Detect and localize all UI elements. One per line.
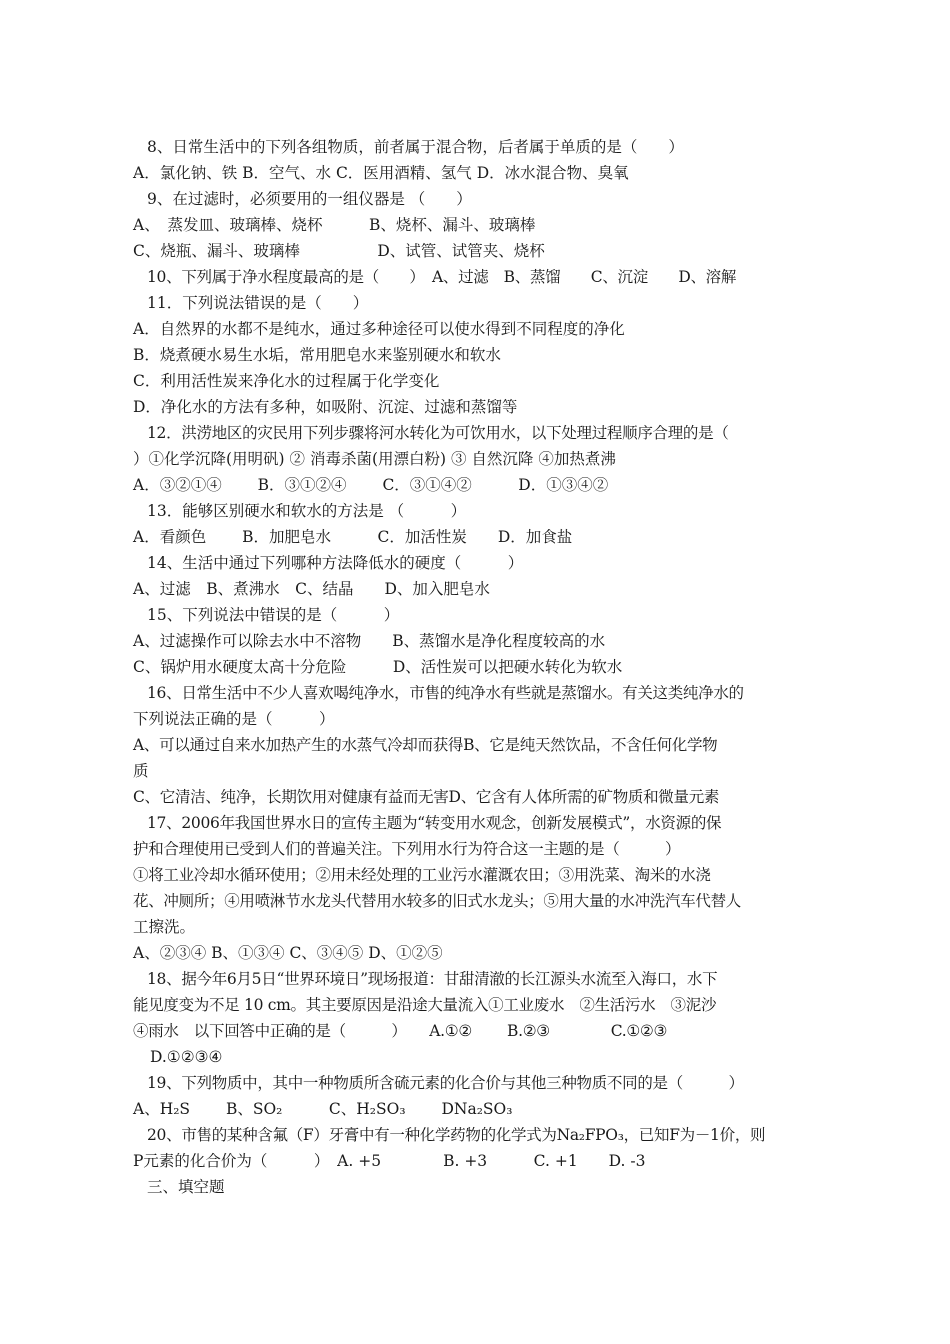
q14-stem: 14、生活中通过下列哪种方法降低水的硬度（ ） (147, 554, 524, 572)
q8-stem: 8、日常生活中的下列各组物质，前者属于混合物，后者属于单质的是（ ） (147, 138, 684, 156)
q17-items-2: 花、冲厕所；④用喷淋节水龙头代替用水较多的旧式水龙头；⑤用大量的水冲洗汽车代替人 (133, 892, 742, 910)
q9-options-cd: C、烧瓶、漏斗、玻璃棒 D、试管、试管夹、烧杯 (133, 242, 545, 260)
q12-stem: 12．洪涝地区的灾民用下列步骤将河水转化为可饮用水，以下处理过程顺序合理的是（ (147, 424, 729, 442)
q13-options: A．看颜色 B．加肥皂水 C．加活性炭 D．加食盐 (133, 528, 573, 546)
q11-option-d: D．净化水的方法有多种，如吸附、沉淀、过滤和蒸馏等 (133, 398, 518, 416)
q11-option-b: B．烧煮硬水易生水垢，常用肥皂水来鉴别硬水和软水 (133, 346, 501, 364)
q17-stem: 17、2006年我国世界水日的宣传主题为“转变用水观念，创新发展模式”，水资源的保 (147, 814, 722, 832)
q15-options-ab: A、过滤操作可以除去水中不溶物 B、蒸馏水是净化程度较高的水 (133, 632, 606, 650)
q15-stem: 15、下列说法中错误的是（ ） (147, 606, 400, 624)
q12-options: A．③②①④ B．③①②④ C．③①④② D．①③④② (133, 476, 609, 494)
q14-options: A、过滤 B、煮沸水 C、结晶 D、加入肥皂水 (133, 580, 490, 598)
q17-items-3: 工擦洗。 (133, 918, 196, 936)
q12-steps: ）①化学沉降(用明矾) ② 消毒杀菌(用漂白粉) ③ 自然沉降 ④加热煮沸 (133, 450, 616, 468)
q20-stem: 20、市售的某种含氟（F）牙膏中有一种化学药物的化学式为Na₂FPO₃，已知F为－1价，则 (147, 1126, 766, 1144)
q16-options-ab: A、可以通过自来水加热产生的水蒸气冷却而获得B、它是纯天然饮品，不含任何化学物 (133, 736, 718, 754)
q16-options-ab-cont: 质 (133, 762, 149, 780)
q10-stem: 10、下列属于净水程度最高的是（ ） A、过滤 B、蒸馏 C、沉淀 D、溶解 (147, 268, 737, 286)
q16-options-cd: C、它清洁、纯净，长期饮用对健康有益而无害D、它含有人体所需的矿物质和微量元素 (133, 788, 720, 806)
q15-options-cd: C、锅炉用水硬度太高十分危险 D、活性炭可以把硬水转化为软水 (133, 658, 623, 676)
q18-stem-cont: 能见度变为不足 10 cm。其主要原因是沿途大量流入①工业废水 ②生活污水 ③泥沙 (133, 996, 717, 1014)
q16-stem-cont: 下列说法正确的是（ ） (133, 710, 335, 728)
q11-option-a: A．自然界的水都不是纯水，通过多种途径可以使水得到不同程度的净化 (133, 320, 625, 338)
q13-stem: 13．能够区别硬水和软水的方法是 （ ） (147, 502, 467, 520)
q19-options: A、H₂S B、SO₂ C、H₂SO₃ DNa₂SO₃ (133, 1100, 513, 1118)
q9-options-ab: A、 蒸发皿、玻璃棒、烧杯 B、烧杯、漏斗、玻璃棒 (133, 216, 536, 234)
q18-stem: 18、据今年6月5日“世界环境日”现场报道：甘甜清澈的长江源头水流至入海口，水下 (147, 970, 718, 988)
q18-option-d: D.①②③④ (150, 1048, 223, 1066)
q20-options: P元素的化合价为（ ） A. +5 B. +3 C. +1 D. -3 (133, 1152, 646, 1170)
q8-options: A．氯化钠、铁 B．空气、水 C．医用酒精、氢气 D．冰水混合物、臭氧 (133, 164, 629, 182)
q11-stem: 11．下列说法错误的是（ ） (147, 294, 369, 312)
q19-stem: 19、下列物质中，其中一种物质所含硫元素的化合价与其他三种物质不同的是（ ） (147, 1074, 744, 1092)
q11-option-c: C．利用活性炭来净化水的过程属于化学变化 (133, 372, 440, 390)
q16-stem: 16、日常生活中不少人喜欢喝纯净水，市售的纯净水有些就是蒸馏水。有关这类纯净水的 (147, 684, 744, 702)
q17-stem-cont: 护和合理使用已受到人们的普遍关注。下列用水行为符合这一主题的是（ ） (133, 840, 681, 858)
q18-options: ④雨水 以下回答中正确的是（ ） A.①② B.②③ C.①②③ (133, 1022, 668, 1040)
q9-stem: 9、在过滤时，必须要用的一组仪器是 （ ） (147, 190, 472, 208)
q17-items-1: ①将工业冷却水循环使用；②用未经处理的工业污水灌溉农田；③用洗菜、淘米的水浇 (133, 866, 711, 884)
section-heading-fill-in: 三、填空题 (147, 1178, 225, 1196)
q17-options: A、②③④ B、①③④ C、③④⑤ D、①②⑤ (133, 944, 443, 962)
